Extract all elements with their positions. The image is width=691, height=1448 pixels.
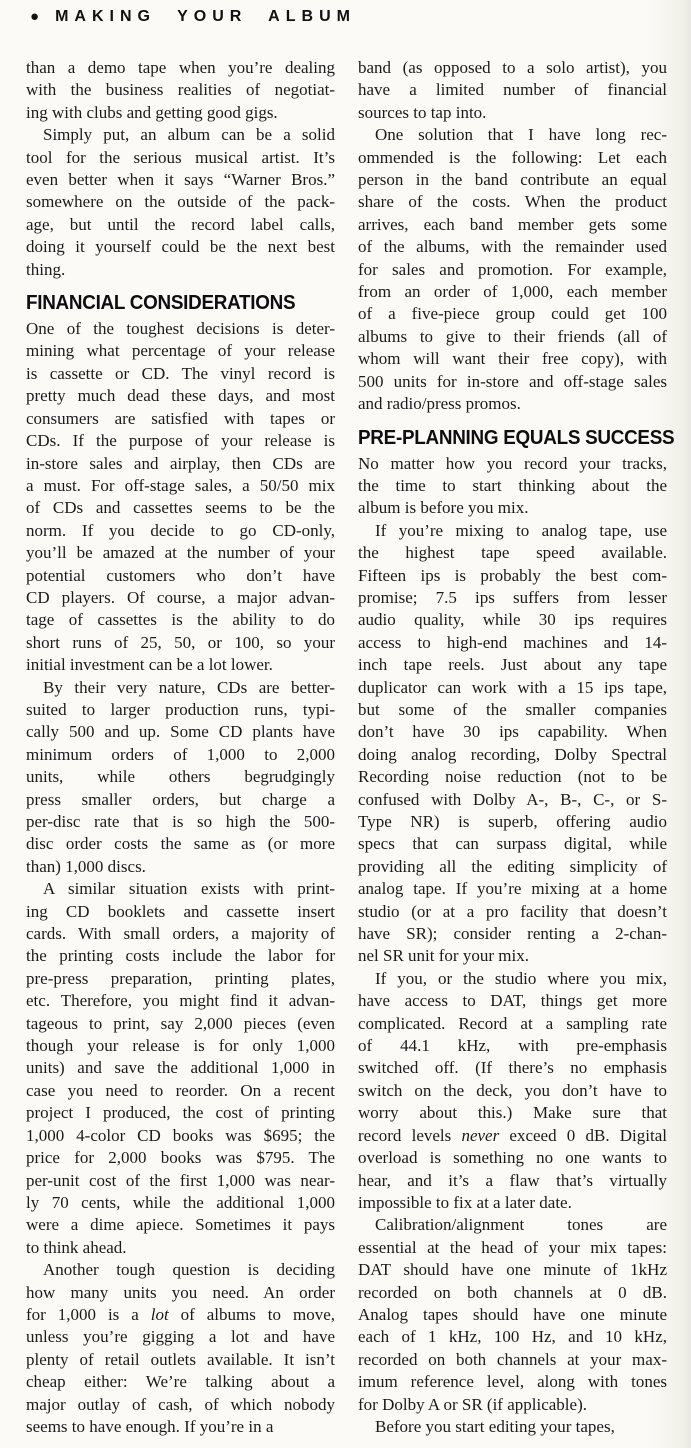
text-line: tageous to print, say 2,000 pieces (even: [26, 1013, 335, 1033]
text-line: CD players. Of course, a major advan-: [26, 587, 335, 607]
text-line: cheap either: We’re talking about a: [26, 1372, 335, 1392]
text-line: potential customers who don’t have: [26, 565, 335, 585]
text-line: the highest tape speed available.: [358, 543, 667, 563]
text-line: of CDs and cassettes seems to be the: [26, 498, 335, 518]
text-line: Simply put, an album can be a solid: [43, 125, 335, 145]
text-line: than a demo tape when you’re dealing: [26, 58, 335, 77]
text-line: have a limited number of financial: [358, 80, 667, 100]
text-line: switched off. (If there’s no emphasis: [358, 1058, 667, 1078]
text-line: If you’re mixing to analog tape, use: [375, 520, 667, 540]
text-line: switch on the deck, you don’t have to: [358, 1080, 667, 1100]
text-line: ing CD booklets and cassette insert: [26, 901, 335, 921]
text-line: Type NR) is superb, offering audio: [358, 812, 667, 831]
text-line: One solution that I have long rec-: [375, 125, 667, 145]
text-line: and radio/press promos.: [358, 394, 521, 414]
text-line: overload is something no one wants to: [358, 1148, 667, 1168]
text-line: No matter how you record your tracks,: [358, 453, 667, 473]
text-line: of the albums, with the remainder used: [358, 237, 667, 257]
text-line: have access to DAT, things get more: [358, 991, 667, 1011]
text-line: from an order of 1,000, each member: [358, 282, 667, 302]
text-line: studio (or at a pro facility that doesn’t: [358, 901, 667, 921]
paragraph: [358, 453, 667, 520]
text-line: audio quality, while 30 ips requires: [358, 610, 667, 630]
text-line: providing all the editing simplicity of: [358, 856, 667, 876]
text-line: arrives, each band member gets some: [358, 214, 667, 234]
text-line: person in the band contribute an equal: [358, 170, 667, 190]
text-line: sources to tap into.: [358, 102, 487, 122]
article-body: [26, 57, 675, 1438]
text-line: share of the costs. When the product: [358, 192, 667, 212]
paragraph: [358, 1416, 667, 1438]
text-line: to think ahead.: [26, 1237, 127, 1257]
text-line: A similar situation exists with print-: [43, 879, 335, 899]
text-line: ly 70 cents, while the additional 1,000: [26, 1192, 335, 1212]
text-line: One of the toughest decisions is deter-: [26, 319, 335, 339]
text-line: in-store sales and airplay, then CDs are: [26, 453, 335, 473]
paragraph: [26, 57, 335, 124]
text-line: initial investment can be a lot lower.: [26, 655, 273, 675]
text-line: If you, or the studio where you mix,: [375, 968, 667, 988]
text-line: price for 2,000 books was $795. The: [26, 1148, 335, 1168]
text-line: suited to larger production runs, typi-: [26, 699, 335, 719]
paragraph: [358, 124, 667, 415]
text-line: specs that can surpass digital, while: [358, 834, 667, 854]
text-line: cards. With small orders, a majority of: [26, 924, 335, 944]
text-line: recorded on both channels at your max-: [358, 1349, 667, 1369]
page-header-title: MAKING YOUR ALBUM: [55, 8, 356, 25]
text-line: disc order costs the same as (or more: [26, 834, 335, 854]
paragraph: [26, 1259, 335, 1438]
text-line: is cassette or CD. The vinyl record is: [26, 363, 335, 383]
text-line: for sales and promotion. For example,: [358, 259, 667, 279]
text-line: though your release is for only 1,000: [26, 1036, 335, 1056]
paragraph: [358, 968, 667, 1214]
text-line: unless you’re gigging a lot and have: [26, 1327, 335, 1347]
text-line: a must. For off-stage sales, a 50/50 mix: [26, 475, 335, 495]
text-line: whom will want their free copy), with: [358, 349, 667, 369]
text-line: norm. If you decide to go CD-only,: [26, 520, 335, 540]
text-line: have SR); consider renting a 2-chan-: [358, 924, 667, 944]
text-line: how many units you need. An order: [26, 1282, 335, 1302]
text-line: even better when it says “Warner Bros.”: [26, 170, 335, 190]
text-line: Recording noise reduction (not to be: [358, 767, 667, 787]
text-line: mining what percentage of your release: [26, 341, 335, 361]
text-line: worry about this.) Make sure that: [358, 1103, 667, 1123]
text-line: DAT should have one minute of 1kHz: [358, 1260, 667, 1280]
text-line: etc. Therefore, you might find it advan-: [26, 991, 335, 1011]
text-line: album is before you mix.: [358, 498, 529, 518]
paragraph: [26, 677, 335, 879]
text-line: inch tape reels. Just about any tape: [358, 655, 667, 675]
section-heading: PRE-PLANNING EQUALS SUCCESS: [358, 425, 675, 449]
article-column-right: [358, 57, 675, 1438]
text-line: press smaller orders, but charge a: [26, 789, 335, 809]
text-line: doing analog recording, Dolby Spectral: [358, 744, 667, 764]
text-line: Analog tapes should have one minute: [358, 1304, 667, 1324]
text-line: project I produced, the cost of printing: [26, 1103, 335, 1123]
text-line: Fifteen ips is probably the best com-: [358, 565, 667, 585]
text-line: hear, and it’s a flaw that’s virtually: [358, 1170, 667, 1190]
text-line: impossible to fix at a later date.: [358, 1192, 572, 1212]
text-line: albums to give to their friends (all of: [358, 326, 667, 346]
paragraph: [26, 124, 335, 281]
section-heading: FINANCIAL CONSIDERATIONS: [26, 291, 296, 315]
text-line: Before you start editing your tapes,: [375, 1416, 615, 1436]
text-line: you’ll be amazed at the number of your: [26, 543, 335, 563]
text-line: band (as opposed to a solo artist), you: [358, 58, 667, 77]
text-line: Calibration/alignment tones are: [375, 1215, 667, 1235]
text-line: nel SR unit for your mix.: [358, 946, 529, 966]
text-line: pre-press preparation, printing plates,: [26, 968, 335, 988]
bullet-icon: ●: [30, 8, 40, 25]
text-line: thing.: [26, 259, 66, 279]
text-line: don’t have 30 ips capability. When: [358, 722, 667, 742]
text-line: per-unit cost of the first 1,000 was near-: [26, 1170, 335, 1190]
text-line: pretty much dead these days, and most: [26, 386, 335, 406]
paragraph: [358, 1214, 667, 1416]
text-line: essential at the head of your mix tapes:: [358, 1237, 667, 1257]
text-line: were a dime apiece. Sometimes it pays: [26, 1215, 335, 1235]
text-line: imum reference level, along with tones: [358, 1372, 667, 1392]
text-line: somewhere on the outside of the pack-: [26, 192, 335, 212]
text-line: ommended is the following: Let each: [358, 147, 667, 167]
text-line: duplicator can work with a 15 ips tape,: [358, 677, 667, 697]
text-line: units, while others begrudgingly: [26, 767, 335, 787]
text-line: major outlay of cash, of which nobody: [26, 1394, 335, 1414]
text-line: 1,000 4-color CD books was $695; the: [26, 1125, 335, 1145]
text-line: confused with Dolby A-, B-, C-, or S-: [358, 789, 667, 809]
text-line: the printing costs include the labor for: [26, 946, 335, 966]
text-line: plenty of retail outlets available. It isn’t: [26, 1349, 335, 1369]
text-line: per-disc rate that is so high the 500-: [26, 812, 335, 831]
text-line: cally 500 and up. Some CD plants have: [26, 722, 335, 742]
text-line: ing with clubs and getting good gigs.: [26, 102, 278, 122]
text-line: of 44.1 kHz, with pre-emphasis: [358, 1036, 667, 1056]
text-line: Another tough question is deciding: [43, 1260, 335, 1280]
text-line: record levels never exceed 0 dB. Digital: [358, 1125, 667, 1145]
text-line: promise; 7.5 ips suffers from lesser: [358, 587, 667, 607]
text-line: age, but until the record label calls,: [26, 214, 335, 234]
text-line: each of 1 kHz, 100 Hz, and 10 kHz,: [358, 1327, 667, 1347]
text-line: units) and save the additional 1,000 in: [26, 1058, 335, 1078]
page-header: [30, 8, 356, 26]
text-line: with the business realities of negotiat-: [26, 80, 335, 100]
text-line: tage of cassettes is the ability to do: [26, 610, 335, 630]
text-line: 500 units for in-store and off-stage sales: [358, 371, 667, 391]
text-line: but some of the smaller companies: [358, 699, 667, 719]
text-line: minimum orders of 1,000 to 2,000: [26, 744, 335, 764]
text-line: recorded on both channels at 0 dB.: [358, 1282, 667, 1302]
paragraph: [26, 878, 335, 1259]
text-line: of a five-piece group could get 100: [358, 304, 667, 324]
article-column-left: [26, 57, 335, 1438]
paragraph: [26, 318, 335, 677]
text-line: analog tape. If you’re mixing at a home: [358, 879, 667, 899]
text-line: consumers are satisfied with tapes or: [26, 408, 335, 428]
paragraph: [358, 57, 667, 124]
text-line: for 1,000 is a lot of albums to move,: [26, 1304, 335, 1324]
text-line: tool for the serious musical artist. It’s: [26, 147, 335, 167]
text-line: short runs of 25, 50, or 100, so your: [26, 632, 335, 652]
text-line: than) 1,000 discs.: [26, 856, 146, 876]
text-line: case you need to reorder. On a recent: [26, 1080, 335, 1100]
text-line: access to high-end machines and 14-: [358, 632, 667, 652]
text-line: the time to start thinking about the: [358, 475, 667, 495]
text-line: CDs. If the purpose of your release is: [26, 431, 335, 451]
text-line: seems to have enough. If you’re in a: [26, 1416, 274, 1436]
text-line: complicated. Record at a sampling rate: [358, 1013, 667, 1033]
text-line: doing it yourself could be the next best: [26, 237, 335, 257]
paragraph: [358, 520, 667, 968]
text-line: for Dolby A or SR (if applicable).: [358, 1394, 587, 1414]
text-line: By their very nature, CDs are better-: [43, 677, 335, 697]
